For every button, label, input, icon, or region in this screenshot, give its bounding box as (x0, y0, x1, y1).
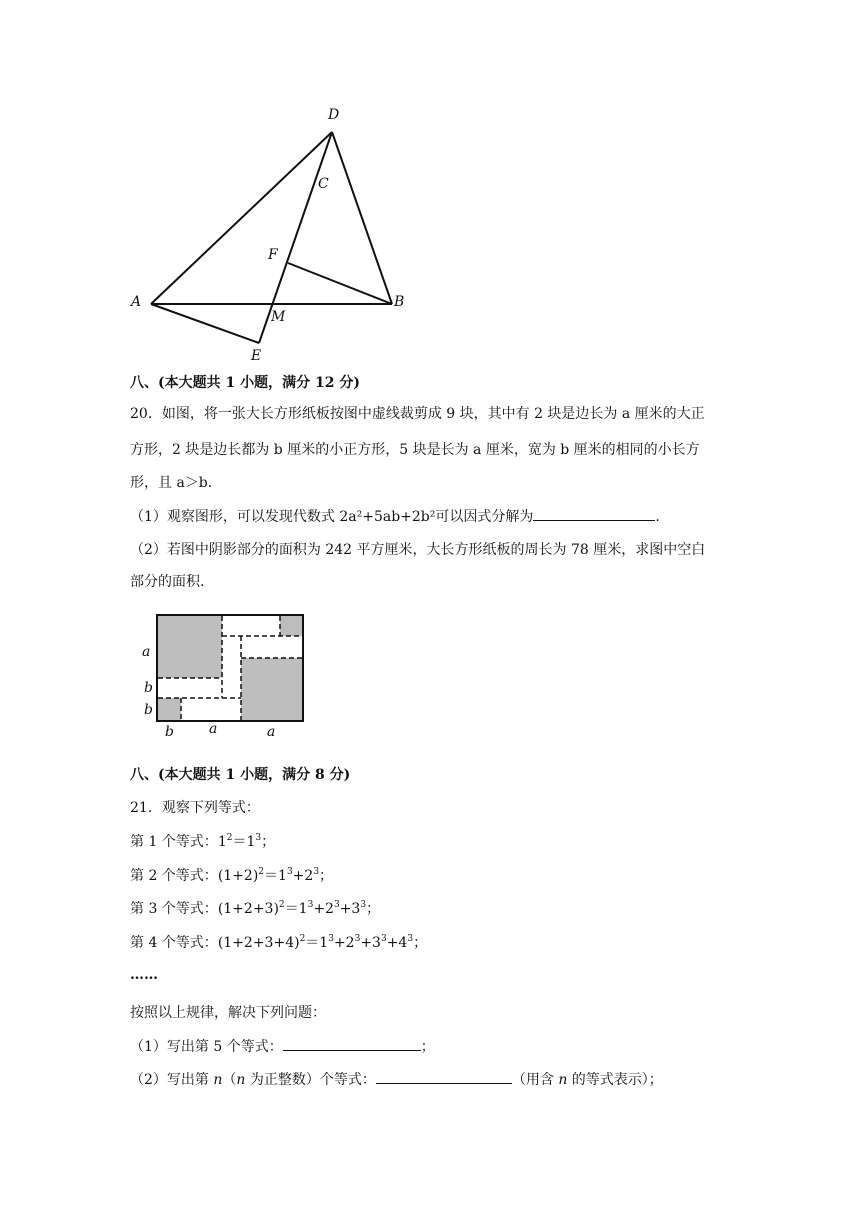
part-1-text: （1）写出第 5 个等式： (130, 1039, 283, 1055)
equation-1 (130, 832, 275, 852)
part-2-text: （ (222, 1072, 237, 1088)
segment-DA (151, 132, 332, 304)
question-21-part-1 (130, 1036, 435, 1057)
question-21-part-2 (130, 1069, 663, 1090)
equation-label: 第 3 个等式： (130, 901, 218, 917)
question-20-text: 方形，2 块是边长都为 b 厘米的小正方形，5 块是长为 a 厘米，宽为 b 厘米的相同的小长方 (130, 442, 700, 458)
equation-label: 第 2 个等式： (130, 868, 218, 884)
question-20-part-2: 部分的面积. (130, 574, 205, 590)
bottom-label-a: a (267, 724, 276, 740)
question-20-text: 形，且 a＞b． (130, 475, 222, 491)
rule-text: 按照以上规律，解决下列问题： (130, 1005, 326, 1021)
equation-4 (130, 933, 427, 953)
ellipsis: …… (130, 967, 158, 983)
variable-n: n (558, 1072, 568, 1088)
equation-formula: $1^2=1^3$； (217, 833, 276, 850)
part-1-semicolon: ； (420, 1039, 435, 1055)
point-label-B: B (394, 294, 405, 310)
part-2-text: （2）写出第 (130, 1072, 214, 1088)
segment-FB (288, 263, 392, 304)
answer-blank[interactable] (376, 1069, 512, 1084)
side-label-b: b (144, 702, 153, 718)
bottom-label-a: a (209, 721, 218, 737)
point-label-C: C (318, 176, 329, 192)
shaded-big-square-top-left (158, 616, 222, 678)
answer-blank[interactable] (283, 1036, 421, 1051)
part-2-text: 的等式表示）； (567, 1072, 663, 1088)
answer-blank[interactable] (533, 506, 655, 521)
section-heading: 八、(本大题共 1 小题，满分 8 分) (130, 767, 351, 783)
part-2-text: 为正整数）个等式： (245, 1072, 376, 1088)
equation-label: 第 1 个等式： (130, 834, 218, 850)
question-21-intro: 21．观察下列等式： (130, 800, 260, 816)
section-heading: 八、(本大题共 1 小题，满分 12 分) (130, 375, 360, 391)
shaded-big-square-bottom-right (241, 658, 302, 720)
side-label-a: a (142, 644, 151, 660)
question-20-part-2: （2）若图中阴影部分的面积为 242 平方厘米，大长方形纸板的周长为 78 厘米，求图中空白 (130, 542, 706, 558)
shaded-small-square-bottom-left (158, 698, 181, 720)
rectangle-figure (156, 614, 304, 722)
point-label-D: D (328, 107, 340, 123)
shaded-small-square-top-right (280, 616, 302, 636)
point-label-F: F (268, 247, 278, 263)
equation-formula: $(1+2)^2=1^3+2^3$； (217, 867, 334, 884)
point-label-M: M (271, 309, 286, 325)
question-20-text: 20．如图，将一张大长方形纸板按图中虚线裁剪成 9 块，其中有 2 块是边长为 a 厘米的大正 (130, 406, 705, 422)
question-20-part-1 (130, 506, 660, 527)
triangle-figure (120, 100, 420, 370)
part-1-period: . (655, 509, 660, 525)
part-2-text: （用含 (511, 1072, 559, 1088)
side-label-b: b (144, 680, 153, 696)
variable-n: n (213, 1072, 223, 1088)
bottom-label-b: b (165, 724, 174, 740)
equation-3 (130, 899, 380, 919)
equation-formula: $(1+2+3)^2=1^3+2^3+3^3$； (217, 900, 381, 917)
part-1-text: （1）观察图形，可以发现代数式 2a²+5ab+2b²可以因式分解为 (130, 509, 534, 525)
segment-AE (151, 304, 259, 343)
equation-formula: $(1+2+3+4)^2=1^3+2^3+3^3+4^3$； (217, 934, 428, 951)
point-label-A: A (131, 294, 142, 310)
equation-2 (130, 866, 333, 886)
segment-DB (332, 132, 392, 304)
variable-n: n (236, 1072, 246, 1088)
equation-label: 第 4 个等式： (130, 935, 218, 951)
segment-DE (259, 132, 332, 343)
point-label-E: E (251, 348, 262, 364)
